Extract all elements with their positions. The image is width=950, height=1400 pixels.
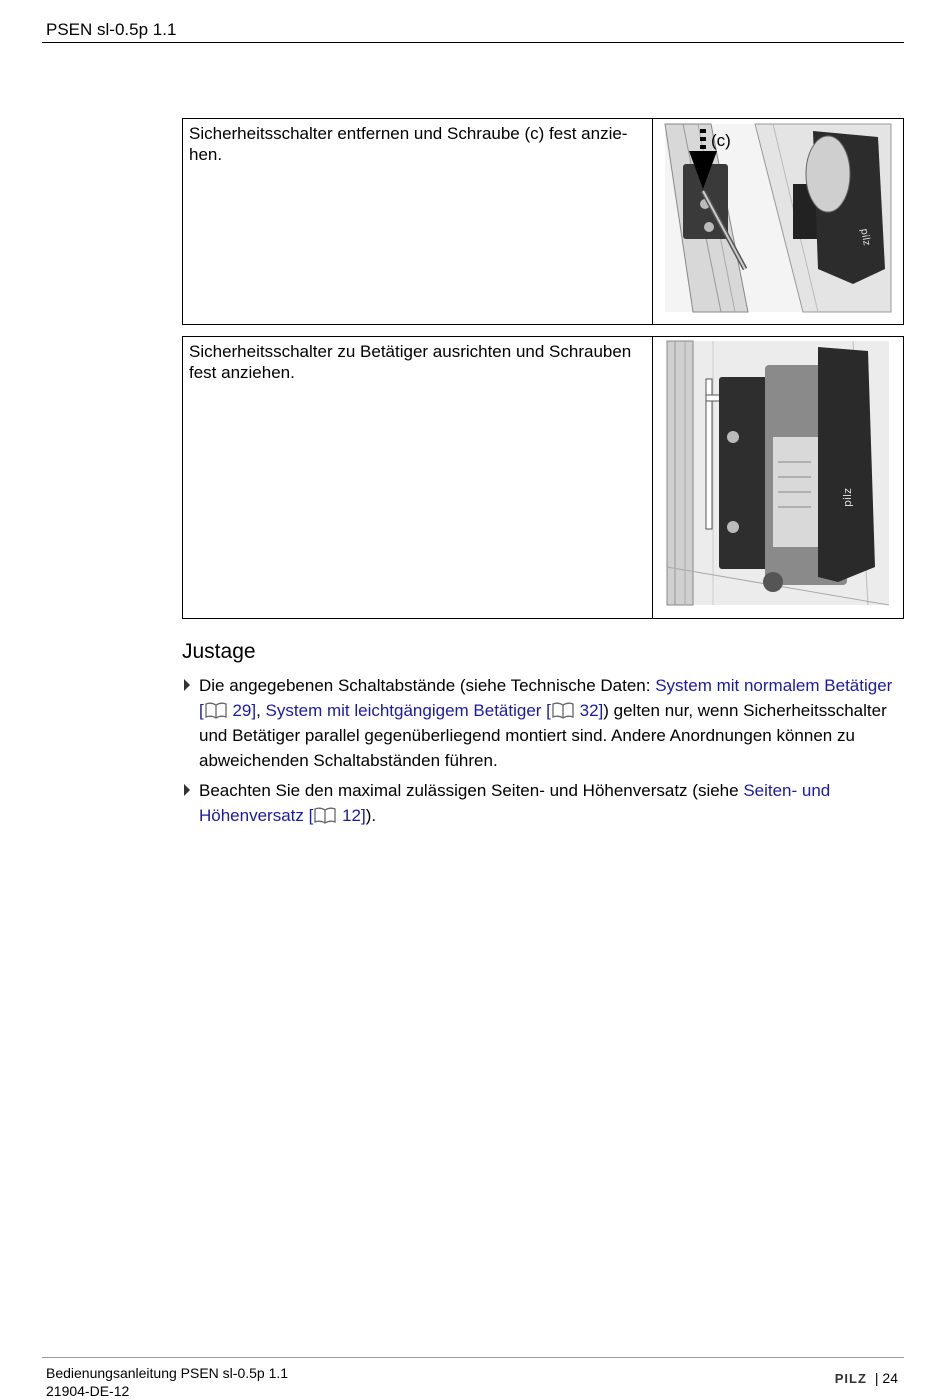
bullet-arrow-icon [184,679,190,691]
bullet-list [182,673,894,833]
figure-align-switch [653,337,903,618]
step-text: Sicherheitsschalter zu Betätiger ausrichten und Schrauben fest anziehen. [189,342,632,382]
page-header-title: PSEN sl-0.5p 1.1 [46,20,177,39]
step-text: Sicherheitsschalter entfernen und Schraube (c) fest anziehen. [189,124,628,164]
footer-page-info [835,1370,898,1386]
link-system-smooth-actuator[interactable]: System mit leichtgängigem Betätiger [ 32] [265,701,604,720]
link-system-normal-actuator[interactable]: System mit normalem Betätiger [ 29] [199,676,893,720]
page-number: | 24 [874,1370,898,1386]
footer-doc-number: 21904-DE-12 [46,1383,130,1399]
section-heading: Justage [182,640,256,663]
illustration-switch-alignment [653,337,902,613]
instruction-table [182,118,904,619]
bullet-arrow-icon [184,784,190,796]
figure-remove-switch [653,119,903,324]
svg-text:pilz: pilz [858,227,872,247]
list-item: Die angegebenen Schaltabstände (siehe Technische Daten: System mit normalem Betätiger [ 29], System mit leichtgängigem Betätiger [ 32]) gelten nur, wenn Sicherheitsschalter und Betätiger parallel gegenüberliegend montiert sind. Andere Anordnungen können zu abweichenden Schaltabständen führen. [182,673,894,773]
table-row [183,337,904,619]
footer-divider [42,1357,904,1358]
figure-label: (c) [711,131,731,150]
illustration-screw-tightening [653,119,902,319]
book-icon [552,702,574,719]
header-divider [42,42,904,43]
footer-doc-title: Bedienungsanleitung PSEN sl-0.5p 1.1 [46,1365,289,1381]
svg-text:pilz: pilz [841,488,854,507]
pilz-logo: PILZ [834,1370,867,1386]
book-icon [314,807,336,824]
table-row [183,119,904,325]
book-icon [205,702,227,719]
link-lateral-height-offset[interactable]: Seiten- und Höhenversatz [ 12] [199,781,831,825]
list-item: Beachten Sie den maximal zulässigen Seiten- und Höhenversatz (siehe Seiten- und Höhenversatz [ 12]). [182,778,894,828]
footer-doc-info [46,1364,288,1400]
